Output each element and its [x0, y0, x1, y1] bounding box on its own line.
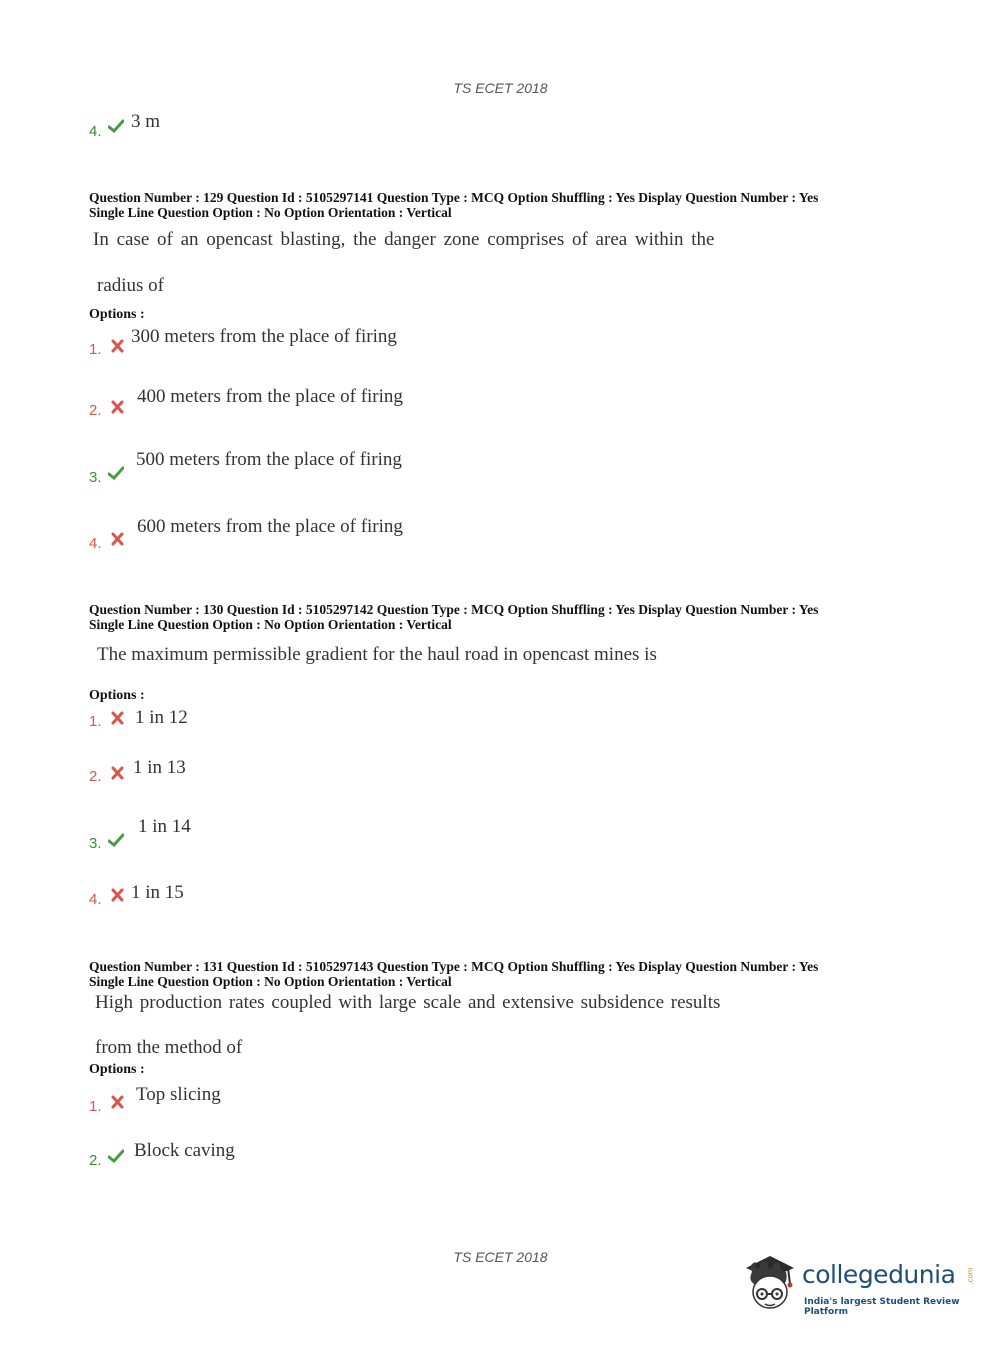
option-text[interactable]: 1 in 15 [131, 882, 184, 903]
option-text[interactable]: 300 meters from the place of firing [131, 326, 397, 347]
cross-icon [110, 888, 126, 902]
cross-icon [110, 532, 126, 546]
option-text[interactable]: 500 meters from the place of firing [136, 449, 402, 470]
option-number: 3. [89, 835, 102, 852]
option-number: 1. [89, 713, 102, 730]
option-text[interactable]: 1 in 14 [138, 816, 191, 837]
option-number: 1. [89, 1098, 102, 1115]
question-text: The maximum permissible gradient for the haul road in opencast mines is [97, 644, 657, 665]
logo-suffix: .com [966, 1267, 975, 1285]
check-icon [108, 833, 124, 847]
question-meta-line2: Single Line Question Option : No Option Orientation : Vertical [89, 205, 452, 220]
option-number: 3. [89, 469, 102, 486]
option-number: 4. [89, 891, 102, 908]
options-label: Options : [89, 1062, 145, 1077]
option-number: 1. [89, 341, 102, 358]
option-text[interactable]: 1 in 13 [133, 757, 186, 778]
option-text[interactable]: Block caving [134, 1140, 235, 1161]
cross-icon [110, 400, 126, 414]
question-text: from the method of [95, 1037, 243, 1058]
options-label: Options : [89, 307, 145, 322]
option-number: 2. [89, 1152, 102, 1169]
check-icon [108, 1149, 124, 1163]
option-number: 2. [89, 768, 102, 785]
mascot-icon [740, 1250, 802, 1312]
option-text[interactable]: 600 meters from the place of firing [137, 516, 403, 537]
logo-tagline: India's largest Student Review Platform [804, 1297, 960, 1317]
question-meta-line2: Single Line Question Option : No Option Orientation : Vertical [89, 974, 452, 989]
page-header: TS ECET 2018 [453, 80, 548, 96]
cross-icon [110, 1095, 126, 1109]
option-text: 3 m [131, 111, 161, 132]
option-text[interactable]: 1 in 12 [135, 707, 188, 728]
question-meta [89, 602, 818, 632]
question-meta-line1: Question Number : 129 Question Id : 5105297141 Question Type : MCQ Option Shuffling : Yes Display Question Number : Yes [89, 190, 819, 205]
page-footer: TS ECET 2018 [453, 1249, 548, 1265]
option-text[interactable]: 400 meters from the place of firing [137, 386, 403, 407]
question-text: High production rates coupled with large scale and extensive subsidence results [95, 992, 721, 1013]
cross-icon [110, 711, 126, 725]
collegedunia-logo[interactable] [740, 1250, 980, 1320]
option-number: 2. [89, 402, 102, 419]
question-meta-line2: Single Line Question Option : No Option Orientation : Vertical [89, 617, 452, 632]
question-meta-line1: Question Number : 131 Question Id : 5105297143 Question Type : MCQ Option Shuffling : Yes Display Question Number : Yes [89, 959, 819, 974]
options-label: Options : [89, 688, 145, 703]
question-meta [89, 959, 818, 989]
option-text[interactable]: Top slicing [136, 1084, 221, 1105]
option-number: 4. [89, 123, 102, 140]
cross-icon [110, 766, 126, 780]
logo-name: collegedunia [802, 1260, 956, 1289]
option-number: 4. [89, 535, 102, 552]
question-text: In case of an opencast blasting, the danger zone comprises of area within the [93, 229, 715, 250]
question-meta [89, 190, 818, 220]
question-meta-line1: Question Number : 130 Question Id : 5105297142 Question Type : MCQ Option Shuffling : Yes Display Question Number : Yes [89, 602, 819, 617]
check-icon [108, 119, 124, 133]
cross-icon [110, 339, 126, 353]
check-icon [108, 466, 124, 480]
question-text: radius of [97, 275, 165, 296]
